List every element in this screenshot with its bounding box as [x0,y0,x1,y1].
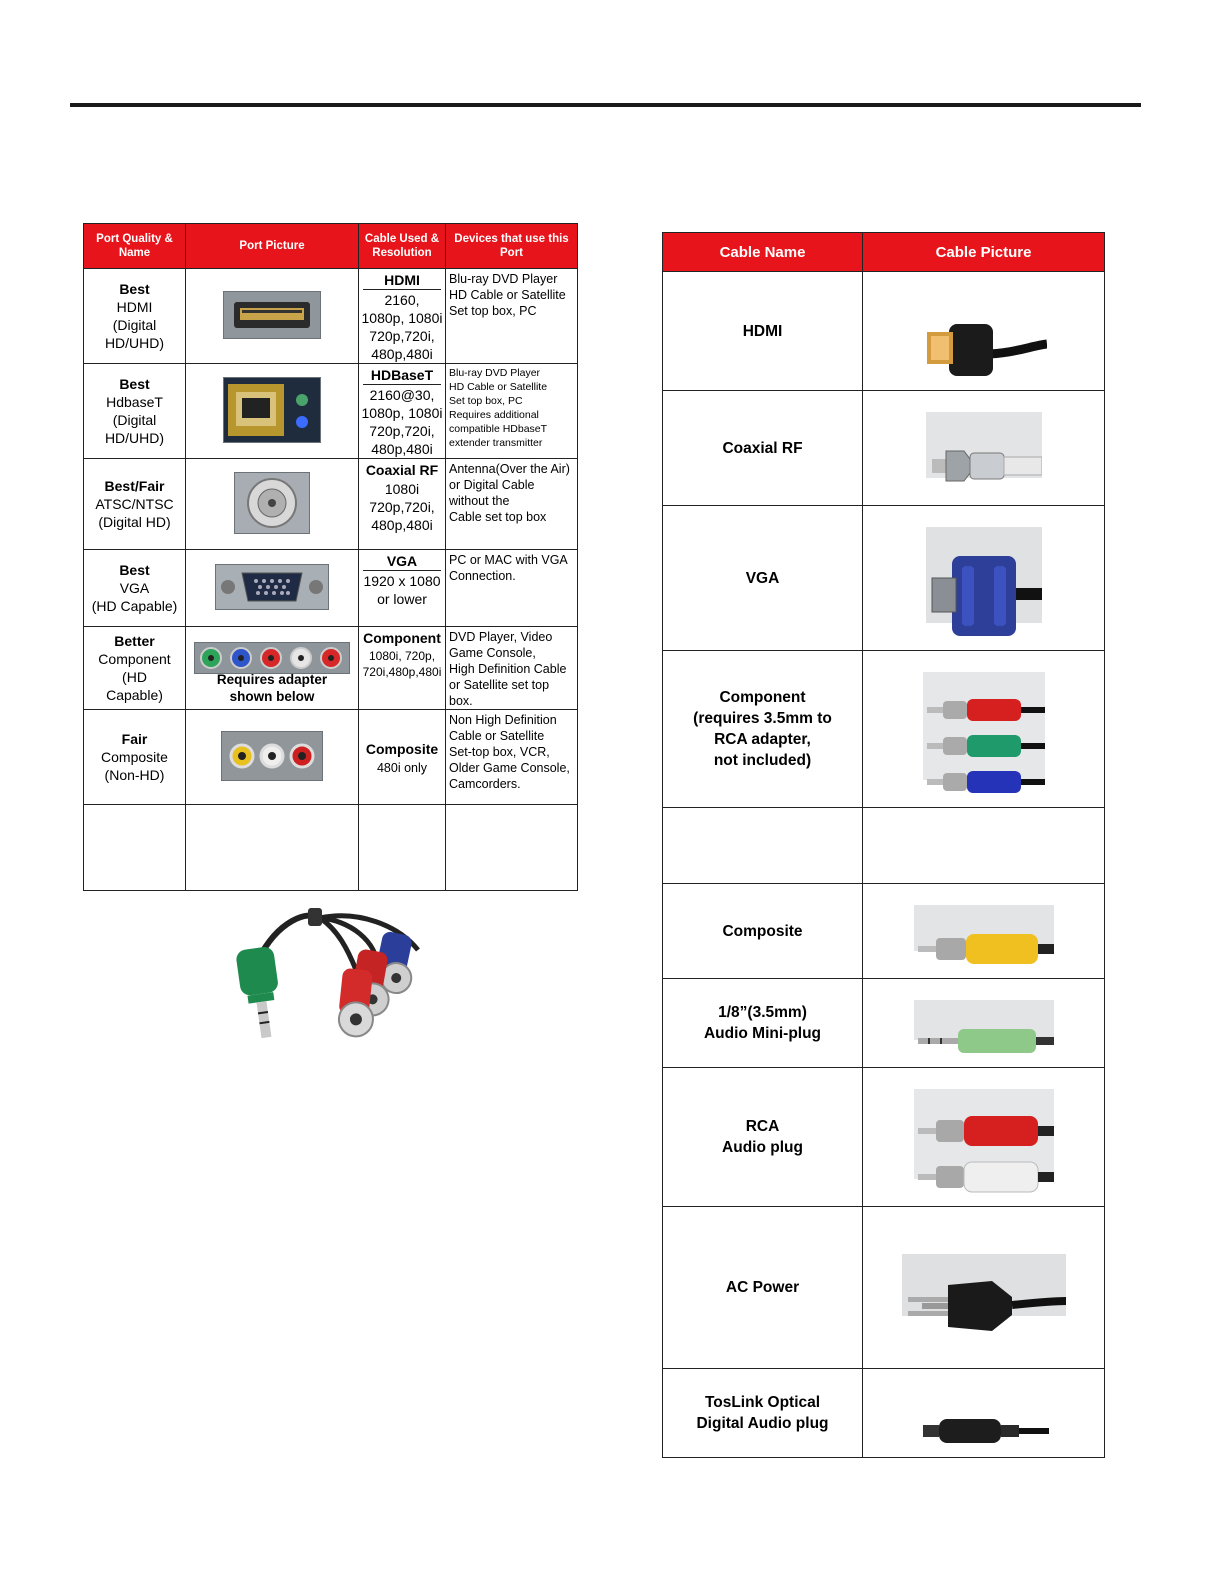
port-picture-cell [186,550,359,627]
header-cable-name: Cable Name [663,233,863,272]
rca-audio-cable-icon [914,1089,1054,1179]
devices-cell: Blu-ray DVD Player HD Cable or Satellite Set top box, PC Requires additional compatible HDbaseT extender transmitter [446,364,578,459]
cable-name-cell: Coaxial RF [663,391,863,506]
quality-label: Best [119,562,150,578]
component-port-icon [194,642,350,674]
cable-name: Coaxial RF [365,462,439,478]
cable-cell [359,627,446,710]
port-table [83,223,578,891]
table-row [84,364,578,459]
composite-cable-icon [914,905,1054,951]
devices-cell: Blu-ray DVD Player HD Cable or Satellite Set top box, PC [446,269,578,364]
cable-name-cell: RCA Audio plug [663,1068,863,1207]
port-table-header [84,224,578,269]
cable-resolution: 1080i 720p,720i, 480p,480i [369,481,435,533]
cable-name: Component [363,630,441,646]
composite-port-icon [221,731,323,781]
cable-picture-cell [863,506,1105,651]
port-picture-cell [186,627,359,710]
quality-cell [84,627,186,710]
empty-cell [84,805,186,891]
cable-table-header [663,233,1105,272]
ac-power-cable-icon [902,1254,1066,1316]
cable-name: Composite [365,740,439,757]
table-row [663,1068,1105,1207]
table-row [663,506,1105,651]
header-devices: Devices that use this Port [446,224,578,269]
header-port-picture: Port Picture [186,224,359,269]
devices-cell: DVD Player, Video Game Console, High Definition Cable or Satellite set top box. [446,627,578,710]
table-row [663,1207,1105,1369]
vga-cable-icon [926,527,1042,623]
hdmi-port-icon [223,291,321,339]
cable-picture-cell [863,1207,1105,1369]
port-picture-cell [186,459,359,550]
empty-cell [446,805,578,891]
table-row [663,391,1105,506]
quality-label: Fair [121,731,148,747]
devices-cell: Non High Definition Cable or Satellite Set-top box, VCR, Older Game Console, Camcorders. [446,710,578,805]
cable-picture-cell [863,272,1105,391]
header-cable-used: Cable Used & Resolution [359,224,446,269]
cable-name-cell: TosLink Optical Digital Audio plug [663,1369,863,1458]
cable-name-cell: HDMI [663,272,863,391]
vga-port-icon [215,564,329,610]
port-name: ATSC/NTSC (Digital HD) [95,496,174,530]
hdbaset-port-icon [223,377,321,443]
port-name: HDMI (Digital HD/UHD) [104,299,165,351]
header-port-quality: Port Quality & Name [84,224,186,269]
quality-cell [84,550,186,627]
devices-cell: Antenna(Over the Air) or Digital Cable without the Cable set top box [446,459,578,550]
cable-name-cell: 1/8”(3.5mm) Audio Mini-plug [663,979,863,1068]
port-picture-cell [186,364,359,459]
port-name: Composite (Non-HD) [101,749,168,783]
hdmi-cable-icon [921,293,1047,363]
port-name: VGA (HD Capable) [91,580,178,614]
port-picture-cell [186,710,359,805]
table-row-empty [84,805,578,891]
cable-name: HDBaseT [363,366,441,385]
port-name: HdbaseT (Digital HD/UHD) [104,394,165,446]
cable-cell [359,710,446,805]
table-row [84,550,578,627]
port-name: Component (HD Capable) [98,651,171,703]
quality-cell [84,364,186,459]
cable-name-cell: AC Power [663,1207,863,1369]
cable-resolution: 480i only [376,760,428,775]
quality-label: Best/Fair [104,478,165,494]
table-row [663,272,1105,391]
cable-name-cell: Component (requires 3.5mm to RCA adapter, not included) [663,651,863,808]
component-cable-icon [923,672,1045,780]
adapter-note: Requires adapter shown below [216,672,328,704]
table-row [84,459,578,550]
cable-name-cell: Composite [663,884,863,979]
cable-picture-cell [863,884,1105,979]
mini-plug-icon [914,1000,1054,1040]
cable-picture-cell [863,1369,1105,1458]
cable-name: VGA [363,552,441,571]
cable-picture-cell [863,979,1105,1068]
cable-picture-cell [863,808,1105,884]
cable-resolution: 2160, 1080p, 1080i 720p,720i, 480p,480i [361,292,443,362]
cable-table [662,232,1105,1458]
port-picture-cell [186,269,359,364]
table-row-empty [663,808,1105,884]
quality-label: Best [119,376,150,392]
cable-resolution: 1080i, 720p, 720i,480p,480i [362,649,442,679]
table-row [84,710,578,805]
table-row [663,884,1105,979]
cable-cell [359,550,446,627]
quality-label: Best [119,281,150,297]
table-row [84,627,578,710]
empty-cell [186,805,359,891]
cable-picture-cell [863,391,1105,506]
top-rule [70,103,1141,107]
cable-cell [359,459,446,550]
quality-label: Better [114,633,155,649]
cable-name: HDMI [363,271,441,290]
toslink-cable-icon [919,1390,1049,1430]
coaxial-port-icon [234,472,310,534]
devices-cell: PC or MAC with VGA Connection. [446,550,578,627]
table-row [84,269,578,364]
cable-picture-cell [863,1068,1105,1207]
cable-name-cell: VGA [663,506,863,651]
cable-picture-cell [863,651,1105,808]
header-cable-picture: Cable Picture [863,233,1105,272]
table-row [663,979,1105,1068]
empty-cell [359,805,446,891]
table-row [663,651,1105,808]
cable-cell [359,269,446,364]
quality-cell [84,710,186,805]
table-row [663,1369,1105,1458]
cable-resolution: 2160@30, 1080p, 1080i 720p,720i, 480p,480i [361,387,443,457]
cable-cell [359,364,446,459]
quality-cell [84,269,186,364]
coaxial-cable-icon [926,412,1042,478]
cable-resolution: 1920 x 1080 or lower [363,573,441,607]
component-adapter-icon [228,900,460,1050]
cable-name-cell [663,808,863,884]
quality-cell [84,459,186,550]
